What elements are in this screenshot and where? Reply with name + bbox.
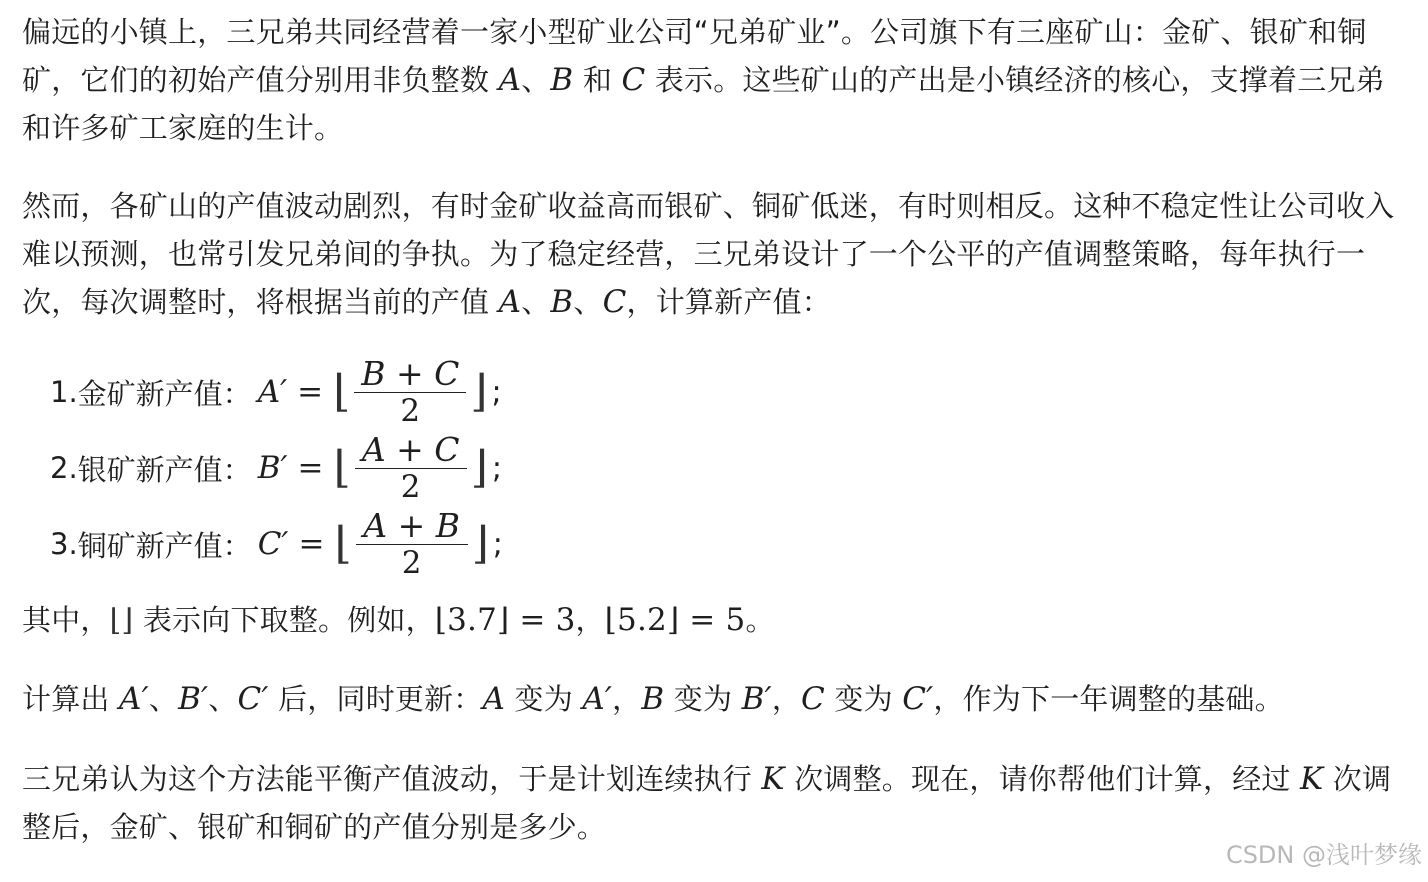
formula-item-copper: 3. 铜矿新产值： C′ = ⌊ $\frac{A + B}{2}$ ⌋ ; bbox=[50, 505, 503, 581]
var-b: B bbox=[550, 284, 574, 320]
question-paragraph: 三兄弟认为这个方法能平衡产值波动，于是计划连续执行 K 次调整。现在，请你帮他们计算，经过 K 次调整后，金矿、银矿和铜矿的产值分别是多少。 bbox=[22, 761, 1392, 844]
var-c: C bbox=[621, 62, 646, 98]
formula-item-silver: 2. 银矿新产值： B′ = ⌊ $\frac{A + C}{2}$ ⌋ ; bbox=[50, 429, 502, 505]
floor-symbol: ⌊⌋ bbox=[109, 603, 134, 638]
problem-statement bbox=[22, 8, 1412, 851]
floor-right-icon: ⌋ bbox=[470, 366, 488, 417]
fraction: $\frac{A + B}{2}$ bbox=[356, 508, 468, 581]
var-a: A bbox=[498, 62, 522, 98]
var-c: C bbox=[602, 284, 627, 320]
formula-list bbox=[22, 354, 1412, 582]
floor-left-icon: ⌊ bbox=[333, 442, 351, 493]
floor-left-icon: ⌊ bbox=[334, 518, 352, 569]
example-1: ⌊3.7⌋ = 3 bbox=[434, 602, 576, 638]
fraction: $\frac{A + C}{2}$ bbox=[355, 432, 467, 505]
intro-paragraph: 偏远的小镇上，三兄弟共同经营着一家小型矿业公司“兄弟矿业”。公司旗下有三座矿山：金矿、银矿和铜矿，它们的初始产值分别用非负整数 A、B 和 C 表示。这些矿山的产出是小镇经济的核心，支撑着三兄弟和许多矿工家庭的生计。 bbox=[22, 15, 1385, 145]
floor-right-icon: ⌋ bbox=[471, 518, 489, 569]
fraction: $\frac{B + C}{2}$ bbox=[354, 356, 466, 429]
strategy-paragraph: 然而，各矿山的产值波动剧烈，有时金矿收益高而银矿、铜矿低迷，有时则相反。这种不稳定性让公司收入难以预测，也常引发兄弟间的争执。为了稳定经营，三兄弟设计了一个公平的产值调整策略，每年执行一次，每次调整时，将根据当前的产值 A、B、C，计算新产值： bbox=[22, 189, 1395, 320]
csdn-watermark: CSDN @浅叶梦缘 bbox=[1225, 841, 1422, 869]
var-a: A bbox=[498, 284, 522, 320]
formula-item-gold: 1. 金矿新产值： A′ = ⌊ $\frac{B + C}{2}$ ⌋ ; bbox=[50, 353, 502, 429]
floor-definition-paragraph: 其中，⌊⌋ 表示向下取整。例如，⌊3.7⌋ = 3，⌊5.2⌋ = 5。 bbox=[22, 602, 775, 638]
example-2: ⌊5.2⌋ = 5 bbox=[604, 602, 746, 638]
var-b: B bbox=[550, 62, 574, 98]
floor-left-icon: ⌊ bbox=[333, 366, 351, 417]
update-paragraph: 计算出 A′、B′、C′ 后，同时更新：A 变为 A′，B 变为 B′，C 变为 C′，作为下一年调整的基础。 bbox=[22, 681, 1284, 717]
floor-right-icon: ⌋ bbox=[470, 442, 488, 493]
